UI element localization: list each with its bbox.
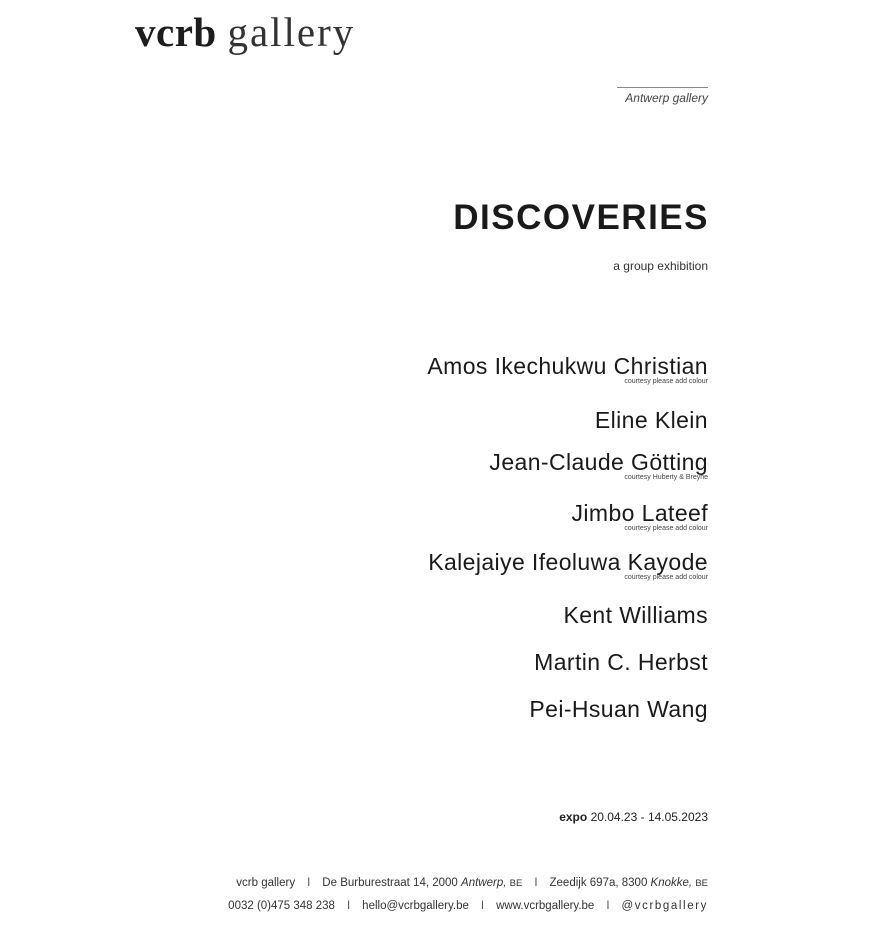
artist-credit: courtesy Huberty & Breyne bbox=[624, 474, 708, 481]
artist-name: Kalejaiye Ifeoluwa Kayode bbox=[428, 549, 708, 575]
logo-vcrb: vcrb bbox=[135, 9, 217, 55]
footer-address-antwerp-street: De Burburestraat 14, 2000 bbox=[322, 877, 458, 889]
gallery-logo bbox=[135, 8, 355, 56]
footer-address-antwerp-city: Antwerp, bbox=[461, 877, 507, 889]
footer-addresses bbox=[236, 877, 708, 889]
expo-dates bbox=[559, 810, 708, 824]
artist-name: Pei-Hsuan Wang bbox=[529, 696, 708, 722]
artist-item bbox=[572, 499, 709, 533]
footer-email[interactable]: hello@vcrbgallery.be bbox=[362, 900, 469, 912]
location-divider bbox=[617, 87, 708, 88]
artist-name: Martin C. Herbst bbox=[534, 649, 708, 675]
gallery-location: Antwerp gallery bbox=[625, 91, 708, 105]
footer-phone[interactable]: 0032 (0)475 348 238 bbox=[228, 900, 335, 912]
exhibition-title: DISCOVERIES bbox=[453, 198, 709, 237]
footer-contacts bbox=[228, 900, 708, 912]
artist-credit: courtesy please add colour bbox=[624, 378, 708, 385]
footer-separator: I bbox=[480, 900, 485, 912]
footer-separator: I bbox=[346, 900, 351, 912]
artist-credit: courtesy please add colour bbox=[624, 574, 708, 581]
exhibition-subtitle: a group exhibition bbox=[613, 259, 708, 273]
footer-website[interactable]: www.vcrbgallery.be bbox=[496, 900, 595, 912]
artist-name: Kent Williams bbox=[563, 602, 708, 628]
artist-name: Jean-Claude Götting bbox=[489, 449, 708, 475]
footer-instagram[interactable]: @vcrbgallery bbox=[621, 900, 708, 912]
artist-name: Jimbo Lateef bbox=[571, 500, 708, 526]
logo-gallery: gallery bbox=[227, 9, 356, 55]
artist-item bbox=[534, 648, 708, 676]
expo-date-range: 20.04.23 - 14.05.2023 bbox=[590, 810, 708, 824]
artist-credit: courtesy please add colour bbox=[624, 525, 708, 532]
footer-gallery-name: vcrb gallery bbox=[236, 877, 296, 889]
artist-item bbox=[489, 448, 708, 482]
expo-label: expo bbox=[559, 810, 588, 824]
artist-item bbox=[529, 695, 708, 723]
footer-separator: I bbox=[307, 877, 311, 889]
footer-address-knokke-street: Zeedijk 697a, 8300 bbox=[549, 877, 648, 889]
footer-address-antwerp-country: BE bbox=[509, 878, 523, 889]
artist-item bbox=[428, 548, 708, 582]
footer-separator: I bbox=[606, 900, 610, 912]
footer-address-knokke-country: BE bbox=[695, 878, 708, 889]
artist-name: Amos Ikechukwu Christian bbox=[427, 353, 708, 379]
artist-item bbox=[595, 406, 708, 434]
artist-item bbox=[427, 352, 708, 386]
artist-item bbox=[563, 601, 708, 629]
footer-address-knokke-city: Knokke, bbox=[650, 877, 693, 889]
artist-name: Eline Klein bbox=[594, 407, 708, 433]
footer-separator: I bbox=[534, 877, 538, 889]
